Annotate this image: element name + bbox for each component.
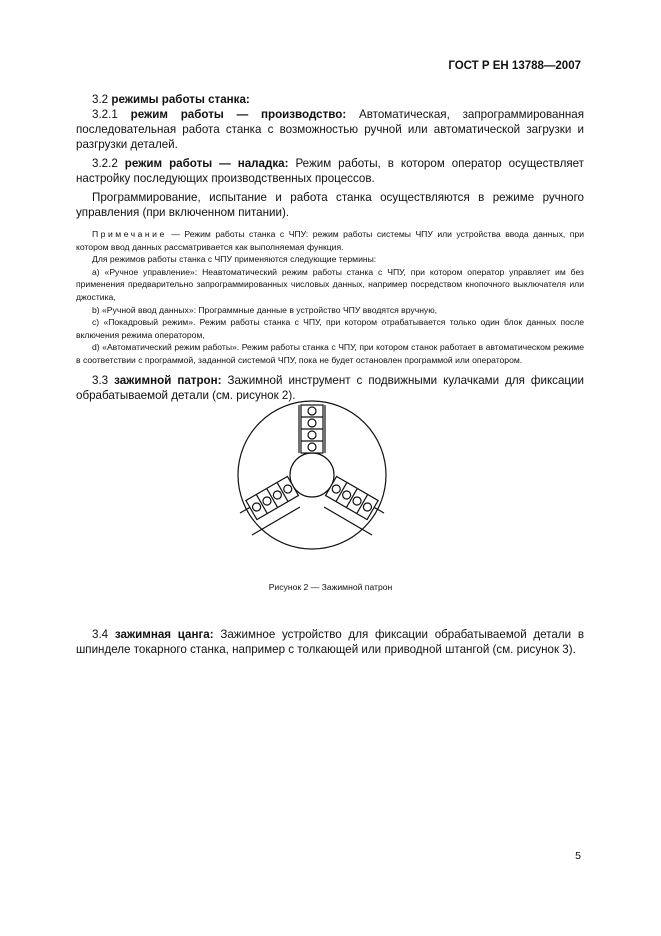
section-3-4 bbox=[76, 627, 584, 657]
note-item-c: c) «Покадровый режим». Режим работы станка с ЧПУ, при котором отрабатывается только один блок данных после включения режима оператором, bbox=[76, 317, 584, 340]
section-num: 3.2 bbox=[92, 93, 109, 106]
note-item-a: a) «Ручное управление»: Неавтоматический режим работы станка с ЧПУ, при котором оператор управляет им без применения предварительно запрограммированных числовых данных, например посредством кнопочного выключателя или джостика, bbox=[76, 266, 584, 302]
note-item-b: b) «Ручной ввод данных»: Программные данные в устройство ЧПУ вводятся вручную, bbox=[92, 304, 438, 315]
section-num: 3.2.1 bbox=[92, 108, 118, 121]
figure-chuck bbox=[0, 395, 661, 580]
note-text: — Режим работы станка с ЧПУ: режим работы системы ЧПУ или устройства ввода данных, при котором ввод данных рассматривается как выполняемая функция. bbox=[76, 229, 584, 252]
definition: Зажимное устройство для фиксации обрабатываемой детали в шпинделе токарного станка, например с толкающей или приводной штангой (см. рисунок 3). bbox=[76, 628, 584, 656]
term: режим работы — производство: bbox=[130, 108, 347, 121]
section-3-2-1 bbox=[76, 107, 584, 152]
section-num: 3.4 bbox=[92, 628, 109, 641]
term: режим работы — наладка: bbox=[124, 157, 289, 170]
chuck-drawing bbox=[0, 395, 661, 575]
document-header: ГОСТ Р ЕН 13788—2007 bbox=[448, 60, 581, 72]
section-num: 3.3 bbox=[92, 373, 109, 387]
center-bore-circle bbox=[290, 453, 334, 497]
definition: Режим работы, в котором оператор осуществляет настройку последующих производственных процессов. bbox=[76, 157, 584, 185]
term: зажимной патрон: bbox=[114, 373, 222, 387]
definition: Автоматическая, запрограммированная последовательная работа станка с возможностью ручной или автоматической загрузки и разгрузки деталей. bbox=[76, 108, 584, 151]
section-3-2-2 bbox=[76, 156, 584, 186]
note-first bbox=[76, 228, 584, 253]
note-label: Примечание bbox=[92, 229, 167, 239]
definition: Зажимной инструмент с подвижными кулачками для фиксации обрабатываемой детали (см. рисунок 2). bbox=[76, 373, 584, 402]
term: зажимная цанга: bbox=[114, 628, 214, 641]
section-3-2 bbox=[76, 92, 584, 107]
figure-caption: Рисунок 2 — Зажимной патрон bbox=[268, 582, 393, 592]
section-num: 3.2.2 bbox=[92, 157, 118, 170]
section-title: режимы работы станка: bbox=[111, 93, 250, 106]
note-item-d: d) «Автоматический режим работы». Режим работы станка с ЧПУ, при котором станок работает в автоматическом режиме в соответствии с программой, заданной системой ЧПУ, пока не будет остановлен программой или оператором. bbox=[76, 342, 584, 365]
note-intro: Для режимов работы станка с ЧПУ применяются следующие термины: bbox=[92, 254, 377, 265]
programming-paragraph: Программирование, испытание и работа станка осуществляются в режиме ручного управления (при включенном питании). bbox=[76, 191, 584, 219]
main-content bbox=[76, 92, 584, 403]
jaw-top bbox=[301, 405, 323, 453]
note-block bbox=[76, 228, 584, 367]
section-3-4-block bbox=[76, 627, 584, 657]
page-number: 5 bbox=[575, 850, 581, 862]
